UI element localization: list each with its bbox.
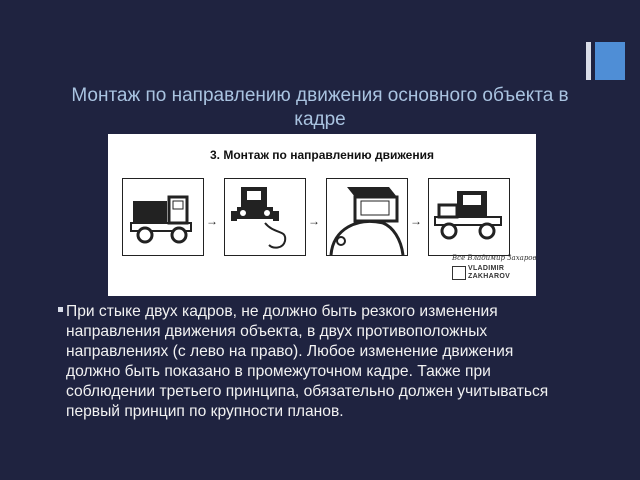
arrow-3: → bbox=[410, 214, 422, 228]
corner-bars-icon bbox=[586, 40, 626, 80]
figure-image bbox=[108, 134, 536, 296]
bullet-text: При стыке двух кадров, не должно быть резкого изменения направления движения объекта, в двух противоположных направлениях (с лево на право). Любое изменение движения должно быть показано в промежуточном кадре. Также при соблюдении третьего принципа, обязательно должен учитываться первый принцип по крупности планов. bbox=[66, 303, 549, 420]
logo-signature: Все Владимир Захаров bbox=[452, 254, 537, 262]
logo-mark bbox=[452, 266, 466, 280]
figure-heading: 3. Монтаж по направлению движения bbox=[210, 148, 434, 162]
truck-side-icon bbox=[123, 179, 203, 255]
logo-line-1: VLADIMIR bbox=[468, 265, 505, 272]
truck-front-icon bbox=[225, 179, 305, 255]
frame-4 bbox=[428, 178, 510, 256]
frame-3 bbox=[326, 178, 408, 256]
frame-2 bbox=[224, 178, 306, 256]
author-logo bbox=[448, 254, 537, 292]
logo-name bbox=[468, 265, 510, 281]
truck-right-icon bbox=[429, 179, 509, 255]
arrow-2: → bbox=[308, 214, 320, 228]
frame-1 bbox=[122, 178, 204, 256]
truck-closeup-icon bbox=[327, 179, 407, 255]
logo-line-2: ZAKHAROV bbox=[468, 273, 511, 280]
bullet-item bbox=[66, 302, 566, 422]
bullet-marker bbox=[58, 307, 63, 312]
slide-title: Монтаж по направлению движения основного объекта в кадре bbox=[71, 85, 569, 130]
arrow-1: → bbox=[206, 214, 218, 228]
